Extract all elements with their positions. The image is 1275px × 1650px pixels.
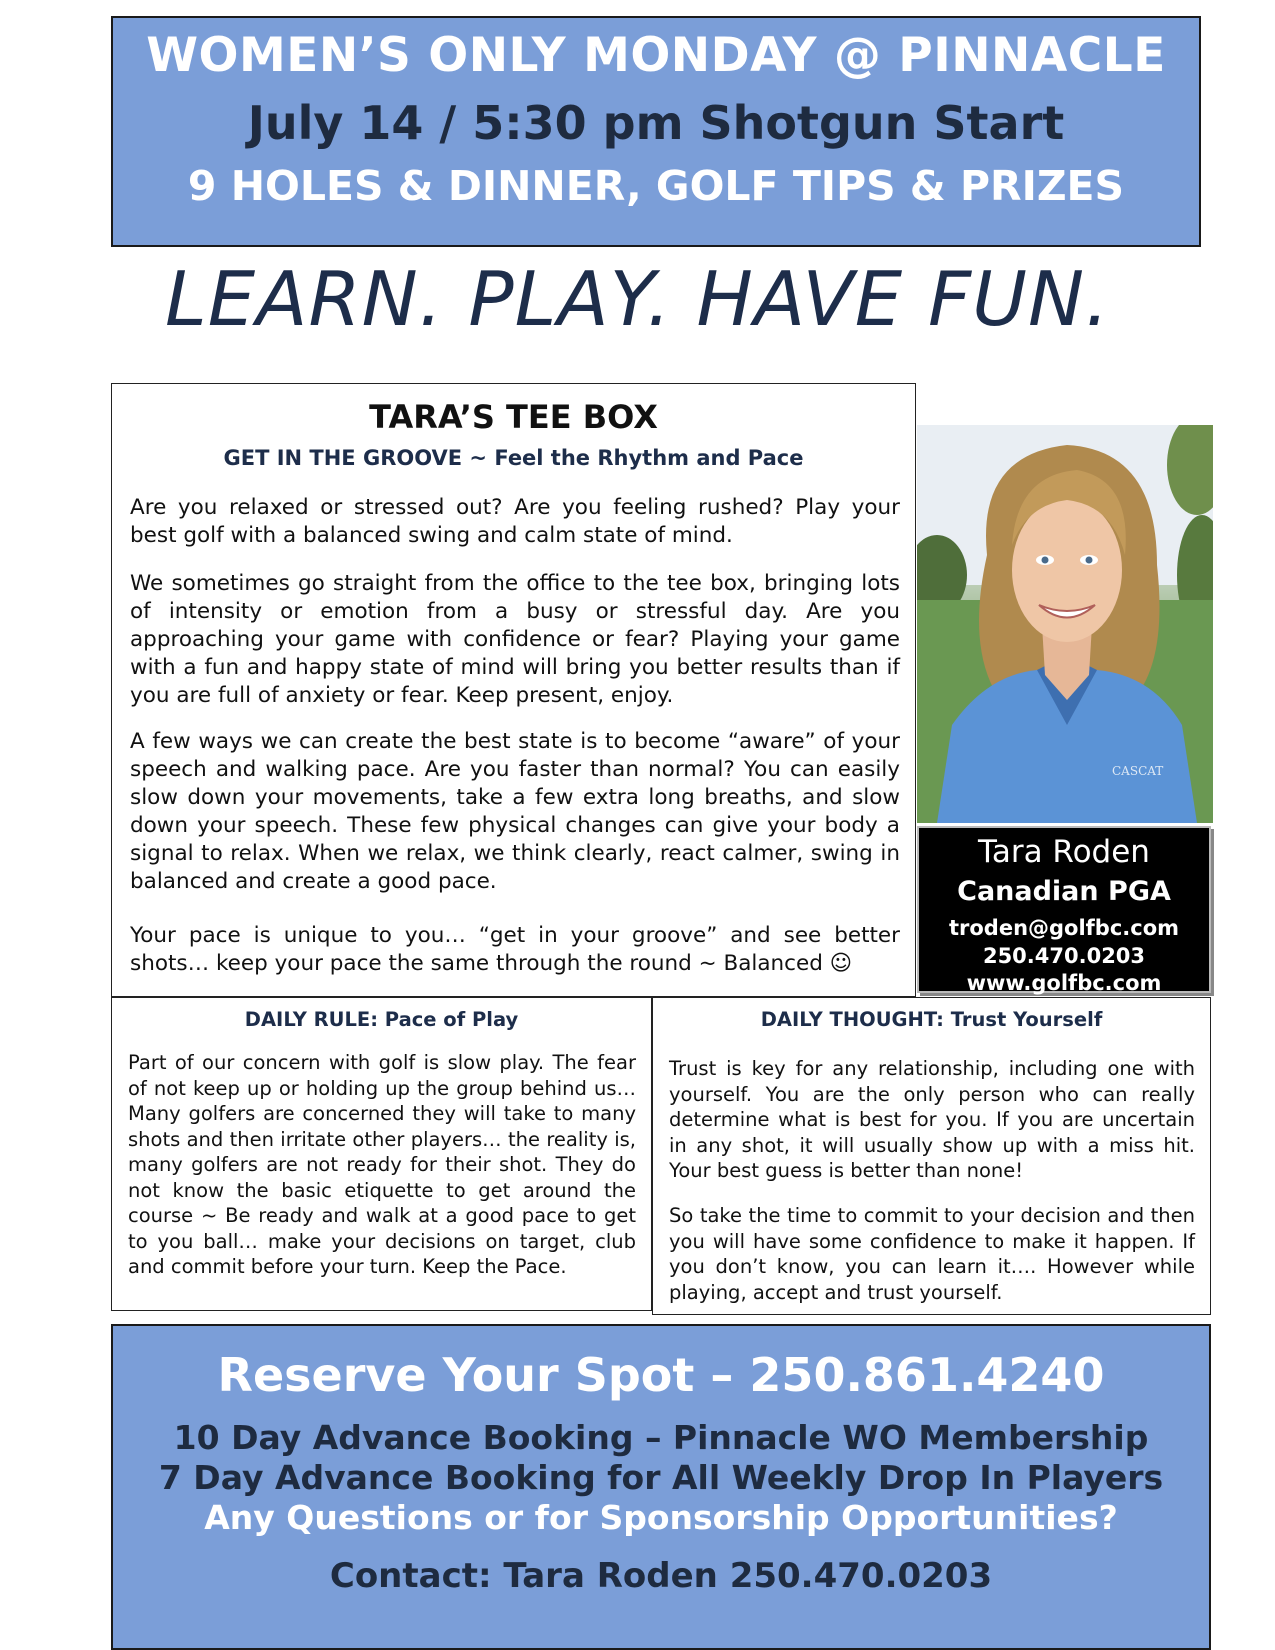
tee-box-subtitle: GET IN THE GROOVE ~ Feel the Rhythm and Pace: [223, 446, 804, 470]
drop-in-booking-note: 7 Day Advance Booking for All Weekly Drop In Players: [158, 1458, 1164, 1497]
header-event-title: WOMEN’S ONLY MONDAY @ PINNACLE: [146, 28, 1166, 83]
membership-booking-note: 10 Day Advance Booking – Pinnacle WO Membership: [173, 1418, 1149, 1457]
reserve-spot-phone: Reserve Your Spot – 250.861.4240: [217, 1348, 1105, 1402]
tee-box-section: [111, 383, 916, 997]
portrait-illustration: [917, 425, 1213, 823]
daily-rule-text: Part of our concern with golf is slow play. The fear of not keep up or holding up the group behind us… Many golfers are concerned they will take to many shots and then irritate other players… the reality is, many golfers are not ready for their shot. They do not know the basic etiquette to get around the course ~ Be ready and walk at a good pace to get to you ball… make your decisions on target, club and commit before your turn. Keep the Pace.: [128, 1051, 636, 1278]
contact-title: Canadian PGA: [957, 876, 1171, 907]
contact-email[interactable]: troden@golfbc.com: [948, 916, 1180, 940]
daily-thought-paragraph: So take the time to commit to your decision and then you will have some confidence to make it happen. If you don’t know, you can learn it…. However while playing, accept and trust yourself.: [669, 1204, 1195, 1304]
contact-phone: 250.470.0203: [982, 944, 1146, 968]
tagline: LEARN. PLAY. HAVE FUN.: [165, 255, 1110, 343]
contact-website[interactable]: www.golfbc.com: [966, 971, 1162, 995]
daily-thought-title: DAILY THOUGHT: Trust Yourself: [760, 1008, 1103, 1031]
tee-box-title: TARA’S TEE BOX: [369, 398, 658, 436]
tee-box-paragraph: Your pace is unique to you… “get in your groove” and see better shots… keep your pace the same through the round ~ Balanced ☺: [130, 923, 900, 976]
footer-contact: Contact: Tara Roden 250.470.0203: [329, 1556, 993, 1596]
portrait-photo: [917, 425, 1213, 823]
jacket-logo-text: CASCAT: [1112, 764, 1164, 778]
daily-thought-paragraph: Trust is key for any relationship, including one with yourself. You are the only person who can really determine what is best for you. If you are uncertain in any shot, it will usually show up with a miss hit. Your best guess is better than none!: [669, 1057, 1195, 1182]
tee-box-paragraph: Are you relaxed or stressed out? Are you feeling rushed? Play your best golf with a balanced swing and calm state of mind.: [130, 495, 900, 548]
header-event-details: 9 HOLES & DINNER, GOLF TIPS & PRIZES: [187, 162, 1125, 210]
header-date-time: July 14 / 5:30 pm Shotgun Start: [247, 96, 1065, 150]
daily-rule-title: DAILY RULE: Pace of Play: [244, 1008, 519, 1031]
tee-box-paragraph: We sometimes go straight from the office to the tee box, bringing lots of intensity or emotion from a busy or stressful day. Are you approaching your game with confidence or fear? Playing your game with a fun and happy state of mind will bring you better results than if you are full of anxiety or fear. Keep present, enjoy.: [130, 571, 900, 708]
footer-banner: [111, 1324, 1211, 1650]
daily-thought-section: [652, 997, 1211, 1315]
tee-box-paragraph: A few ways we can create the best state is to become “aware” of your speech and walking pace. Are you faster than normal? You can easily slow down your movements, take a few extra long breaths, and slow down your speech. These few physical changes can give your body a signal to relax. When we relax, we think clearly, react calmer, swing in balanced and create a good pace.: [130, 729, 900, 894]
contact-name: Tara Roden: [978, 834, 1150, 870]
header-banner: [111, 16, 1201, 247]
sponsorship-question: Any Questions or for Sponsorship Opportunities?: [204, 1498, 1118, 1537]
contact-name-card: [917, 826, 1211, 993]
daily-rule-section: [111, 997, 652, 1311]
